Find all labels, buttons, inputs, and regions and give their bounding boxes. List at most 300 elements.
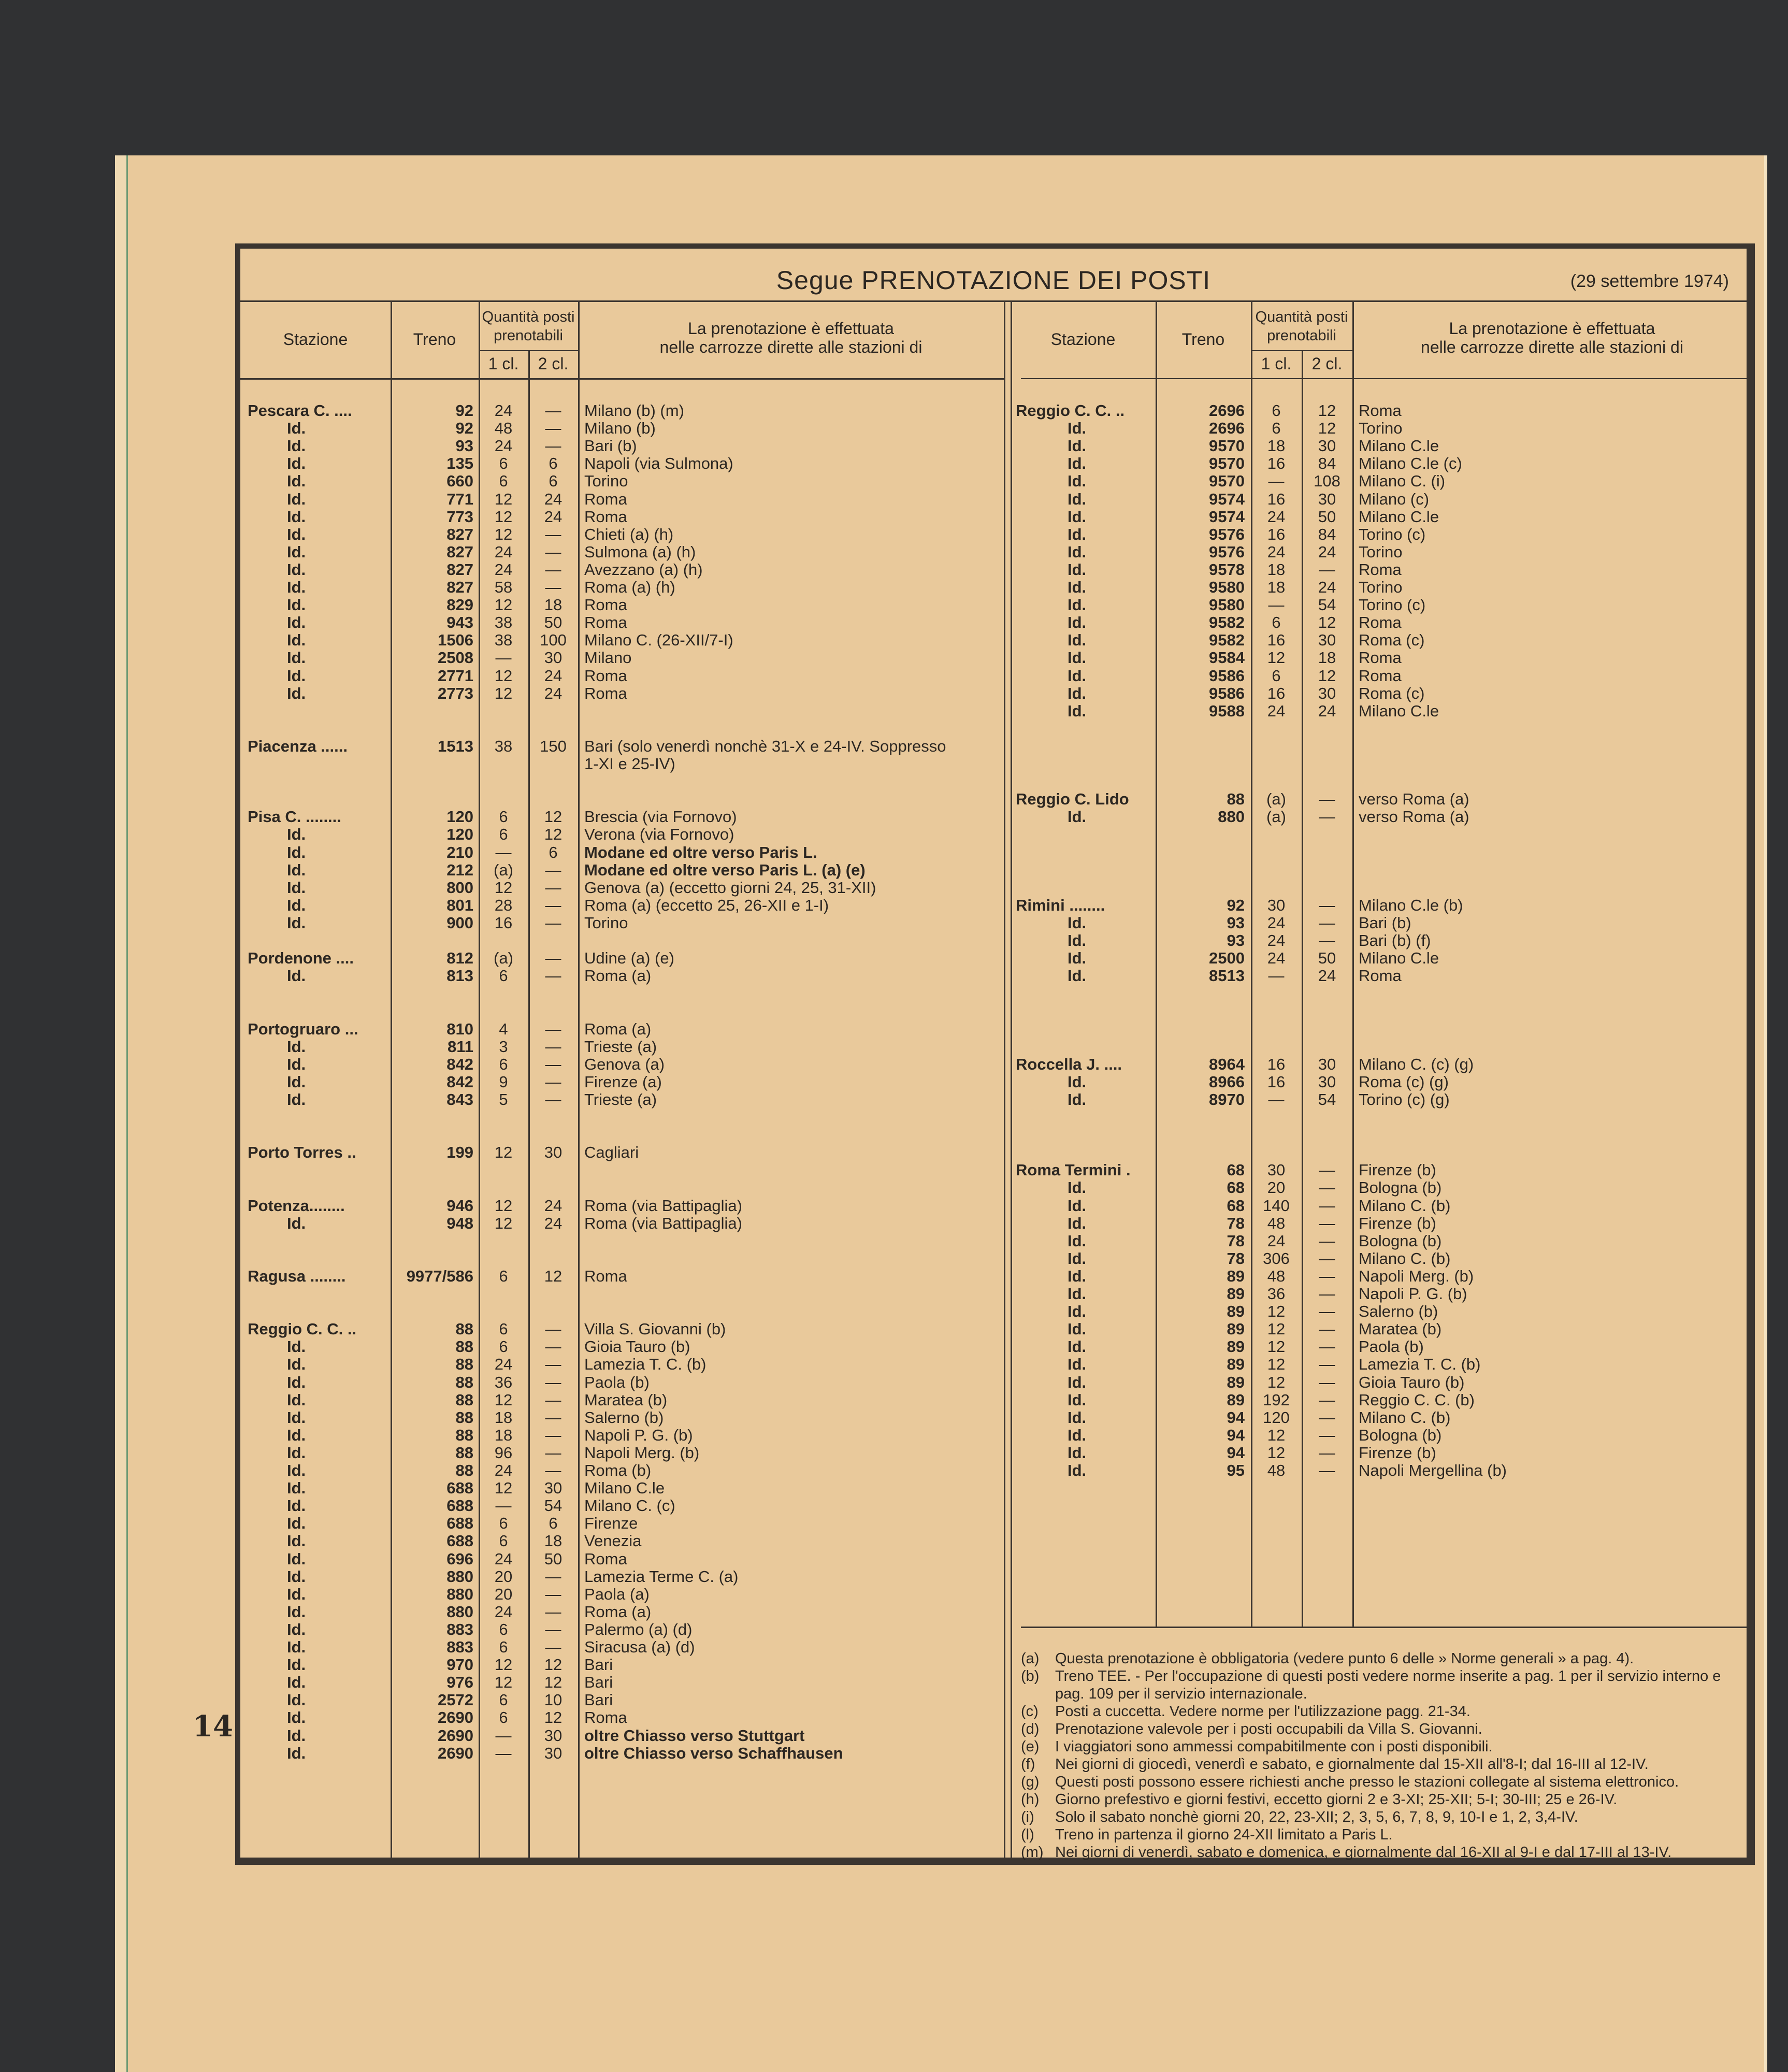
class2-seats-cell: 54 (1318, 596, 1336, 614)
destination-cell: Salerno (b) (1359, 1302, 1438, 1321)
destination-cell: Napoli Mergellina (b) (1359, 1461, 1507, 1479)
class1-seats-cell: 12 (1267, 1320, 1286, 1339)
class1-seats-cell: 6 (499, 808, 508, 826)
destination-cell: Bologna (b) (1359, 1231, 1442, 1250)
station-cell: Id. (287, 1055, 306, 1073)
station-cell: Id. (1068, 1090, 1087, 1109)
class2-seats-cell: 50 (544, 1549, 563, 1568)
destination-cell: verso Roma (a) (1359, 790, 1469, 809)
table-row (1011, 579, 1752, 596)
train-cell: 88 (455, 1320, 473, 1339)
station-cell: Id. (287, 1373, 306, 1391)
station-cell: Id. (1068, 649, 1087, 667)
train-cell: 89 (1227, 1302, 1245, 1321)
destination-cell: Milano C. (26-XII/7-I) (584, 631, 733, 650)
destination-cell: Villa S. Giovanni (b) (584, 1320, 726, 1339)
class1-seats-cell: 24 (494, 560, 513, 579)
destination-cell: Roma (1359, 560, 1402, 579)
class2-seats-cell: 30 (1318, 684, 1336, 702)
station-cell: Id. (1068, 1426, 1087, 1444)
table-row (240, 1038, 1004, 1056)
train-cell: 2690 (438, 1708, 473, 1727)
class1-seats-cell: 5 (499, 1090, 508, 1109)
train-cell: 92 (1227, 896, 1245, 914)
class1-seats-cell: 12 (494, 878, 513, 897)
destination-cell: Torino (584, 913, 628, 932)
station-cell: Id. (287, 1691, 306, 1709)
table-row (240, 1020, 1004, 1038)
train-cell: 78 (1227, 1214, 1245, 1232)
class1-seats-cell: 6 (499, 454, 508, 473)
class2-seats-cell: — (1319, 1461, 1335, 1479)
class1-seats-cell: 6 (499, 472, 508, 491)
destination-cell: oltre Chiasso verso Stuttgart (584, 1726, 805, 1745)
table-row (240, 897, 1004, 914)
table-row (240, 1427, 1004, 1444)
station-cell: Id. (1068, 1302, 1087, 1321)
right-header-divider (1021, 378, 1747, 379)
station-cell: Id. (287, 860, 306, 879)
table-row (1011, 1179, 1752, 1197)
footnote-key: (b) (1021, 1668, 1040, 1685)
station-cell: Id. (287, 1390, 306, 1409)
class1-seats-cell: 12 (494, 1673, 513, 1692)
class2-seats-cell: 30 (544, 1143, 563, 1162)
station-cell: Id. (287, 1602, 306, 1621)
destination-cell: Milano (584, 649, 632, 667)
class2-seats-cell: 12 (544, 808, 563, 826)
class2-seats-cell: 12 (544, 1267, 563, 1285)
table-row (1011, 702, 1752, 720)
train-cell: 9582 (1209, 613, 1245, 632)
station-cell: Id. (287, 472, 306, 491)
class1-seats-cell: — (495, 843, 512, 861)
table-row (1011, 543, 1752, 561)
class1-seats-cell: 4 (499, 1019, 508, 1038)
class1-seats-cell: 6 (499, 1514, 508, 1533)
class2-seats-cell: 6 (549, 472, 558, 491)
train-cell: 89 (1227, 1267, 1245, 1285)
station-cell: Id. (1068, 507, 1087, 526)
class1-seats-cell: 140 (1263, 1196, 1290, 1215)
train-cell: 827 (446, 542, 473, 561)
station-cell: Id. (287, 613, 306, 632)
class1-seats-cell: — (1268, 596, 1285, 614)
train-cell: 827 (446, 525, 473, 543)
table-row (240, 738, 1004, 755)
table-row (1011, 1409, 1752, 1427)
station-cell: Id. (1068, 454, 1087, 473)
table-row (1011, 1232, 1752, 1250)
destination-cell: Torino (584, 472, 628, 491)
station-cell: Id. (1068, 1461, 1087, 1479)
class2-seats-cell: 6 (549, 454, 558, 473)
train-cell: 827 (446, 578, 473, 596)
destination-cell: Maratea (b) (584, 1390, 668, 1409)
train-cell: 94 (1227, 1426, 1245, 1444)
destination-cell: verso Roma (a) (1359, 808, 1469, 826)
train-cell: 9570 (1209, 454, 1245, 473)
class2-seats-cell: — (1319, 1408, 1335, 1427)
train-cell: 842 (446, 1072, 473, 1091)
station-cell: Rimini ........ (1016, 896, 1105, 914)
footnote-key: (a) (1021, 1650, 1040, 1667)
station-cell: Id. (287, 1497, 306, 1515)
destination-cell: Milano C.le (584, 1479, 665, 1498)
train-cell: 1513 (438, 737, 473, 755)
train-cell: 827 (446, 560, 473, 579)
table-row (240, 685, 1004, 702)
destination-cell: Milano (b) (m) (584, 401, 684, 420)
table-row (1011, 1356, 1752, 1373)
destination-cell: Firenze (b) (1359, 1214, 1436, 1232)
train-cell: 68 (1227, 1161, 1245, 1179)
destination-cell: Milano C. (c) (g) (1359, 1055, 1474, 1073)
table-row (1011, 685, 1752, 702)
destination-cell: Milano (c) (1359, 490, 1430, 508)
class1-seats-cell: 24 (1267, 507, 1286, 526)
class2-seats-cell: 150 (540, 737, 567, 755)
class2-seats-cell: — (545, 437, 561, 455)
class2-seats-cell: — (1319, 1214, 1335, 1232)
class2-seats-cell: — (1319, 1196, 1335, 1215)
train-cell: 92 (455, 401, 473, 420)
footnote-text: Nei giorni di giocedì, venerdì e sabato, e giornalmente dal 15-XII all'8-I; dal 16-III al 12-IV. (1055, 1756, 1649, 1773)
col-dest-header-1: La prenotazione è effettuata (688, 319, 894, 338)
destination-cell: Roma (c) (g) (1359, 1072, 1449, 1091)
destination-cell: Milano C.le (1359, 701, 1439, 720)
table-row (240, 861, 1004, 879)
station-cell: Reggio C. C. .. (1016, 401, 1125, 420)
class2-seats-cell: 54 (1318, 1090, 1336, 1109)
station-cell: Id. (287, 1479, 306, 1498)
class1-seats-cell: 3 (499, 1037, 508, 1056)
train-cell: 2771 (438, 666, 473, 685)
footnote-text: Giorno prefestivo e giorni festivi, eccetto giorni 2 e 3-XI; 25-XII; 5-I; 30-III; 25 e 26-IV. (1055, 1791, 1618, 1808)
table-row (1011, 1303, 1752, 1320)
footnote-key: (m) (1021, 1844, 1044, 1861)
class2-seats-cell: — (1319, 560, 1335, 579)
station-cell: Id. (1068, 1355, 1087, 1374)
class2-seats-cell: — (1319, 1320, 1335, 1339)
destination-cell: Paola (b) (584, 1373, 650, 1391)
station-cell: Id. (1068, 596, 1087, 614)
class2-seats-cell: — (1319, 1426, 1335, 1444)
train-cell: 89 (1227, 1285, 1245, 1303)
destination-cell: Roma (584, 1708, 627, 1727)
train-cell: 94 (1227, 1408, 1245, 1427)
train-cell: 843 (446, 1090, 473, 1109)
destination-cell: Napoli Merg. (b) (1359, 1267, 1474, 1285)
footnote-text: Posti a cuccetta. Vedere norme per l'utilizzazione pagg. 21-34. (1055, 1703, 1470, 1720)
train-cell: 688 (446, 1497, 473, 1515)
class2-seats-cell: — (545, 860, 561, 879)
table-row (240, 649, 1004, 667)
train-cell: 880 (446, 1602, 473, 1621)
destination-cell: Roma (584, 684, 627, 702)
table-row (240, 1515, 1004, 1532)
class2-seats-cell: 100 (540, 631, 567, 650)
station-cell: Porto Torres .. (248, 1143, 356, 1162)
train-cell: 800 (446, 878, 473, 897)
station-cell: Id. (287, 1673, 306, 1692)
class1-seats-cell: 24 (1267, 913, 1286, 932)
destination-cell: Cagliari (584, 1143, 639, 1162)
destination-cell: Siracusa (a) (d) (584, 1638, 695, 1656)
table-row (1011, 508, 1752, 526)
station-cell: Id. (287, 490, 306, 508)
destination-cell: Milano C. (b) (1359, 1249, 1451, 1268)
class1-seats-cell: — (495, 1726, 512, 1745)
class2-seats-cell: 50 (1318, 949, 1336, 968)
class1-seats-cell: 36 (494, 1373, 513, 1391)
class2-seats-cell: — (545, 560, 561, 579)
train-cell: 696 (446, 1549, 473, 1568)
destination-cell: Avezzano (a) (h) (584, 560, 703, 579)
class1-seats-cell: 12 (494, 490, 513, 508)
destination-cell: Napoli P. G. (b) (584, 1426, 693, 1444)
table-row (240, 1497, 1004, 1515)
train-cell: 946 (446, 1196, 473, 1215)
station-cell: Reggio C. Lido (1016, 790, 1129, 809)
table-row (1011, 420, 1752, 437)
footnote (1021, 1844, 1747, 1861)
table-row (240, 1656, 1004, 1674)
table-row (240, 491, 1004, 508)
train-cell: 900 (446, 913, 473, 932)
train-cell: 9574 (1209, 507, 1245, 526)
station-cell: Id. (287, 1461, 306, 1479)
table-row (1011, 526, 1752, 543)
class2-seats-cell: 6 (549, 1514, 558, 1533)
table-row (240, 614, 1004, 631)
table-row (1011, 897, 1752, 914)
table-row (240, 1621, 1004, 1638)
class2-seats-cell: — (1319, 1231, 1335, 1250)
footnote-text: Treno TEE. - Per l'occupazione di questi posti vedere norme inserite a pag. 1 per il servizio interno e pag. 109 per il servizio internazionale. (1055, 1668, 1721, 1702)
station-cell: Id. (287, 1726, 306, 1745)
destination-cell: Milano C. (i) (1359, 472, 1446, 491)
class2-seats-cell: 24 (544, 1214, 563, 1232)
train-cell: 9578 (1209, 560, 1245, 579)
class2-seats-cell: 12 (544, 825, 563, 844)
destination-cell: Genova (a) (eccetto giorni 24, 25, 31-XII) (584, 878, 876, 897)
class1-seats-cell: (a) (494, 949, 513, 968)
class1-seats-cell: 12 (1267, 1302, 1286, 1321)
table-row (240, 808, 1004, 826)
train-cell: 970 (446, 1656, 473, 1674)
class1-seats-cell: 12 (494, 1196, 513, 1215)
table-row (240, 1338, 1004, 1356)
table-row (1011, 1056, 1752, 1073)
destination-cell: Roma (584, 507, 627, 526)
footnote-key: (l) (1021, 1826, 1034, 1843)
class2-seats-cell: — (545, 878, 561, 897)
class2-seats-cell: — (545, 578, 561, 596)
class2-seats-cell: — (545, 1620, 561, 1638)
train-cell: 93 (1227, 913, 1245, 932)
class1-seats-cell: 6 (1272, 666, 1281, 685)
train-cell: 880 (446, 1585, 473, 1603)
class1-seats-cell: 12 (1267, 1337, 1286, 1356)
footnote (1021, 1756, 1747, 1773)
footnote-text: Questi posti possono essere richiesti anche presso le stazioni collegate al sistema elettronico. (1055, 1774, 1679, 1790)
destination-cell: Roma (1359, 666, 1402, 685)
train-cell: 801 (446, 896, 473, 914)
class1-seats-cell: 12 (1267, 1373, 1286, 1391)
station-cell: Id. (287, 1443, 306, 1462)
table-row (1011, 1462, 1752, 1479)
class2-seats-cell: 6 (549, 843, 558, 861)
class1-seats-cell: 24 (1267, 1231, 1286, 1250)
table-row (240, 1479, 1004, 1497)
table-row (1011, 1161, 1752, 1179)
class1-seats-cell: 12 (494, 666, 513, 685)
footnote-key: (h) (1021, 1791, 1040, 1808)
table-row (1011, 967, 1752, 985)
class2-seats-cell: — (1319, 1337, 1335, 1356)
destination-cell: Roma (a) (h) (584, 578, 675, 596)
train-cell: 120 (446, 825, 473, 844)
table-row (240, 543, 1004, 561)
class2-seats-cell: 84 (1318, 454, 1336, 473)
table-row (1011, 1250, 1752, 1268)
class1-seats-cell: 16 (1267, 525, 1286, 543)
class1-seats-cell: 58 (494, 578, 513, 596)
station-cell: Id. (1068, 913, 1087, 932)
station-cell: Id. (287, 1426, 306, 1444)
class2-seats-cell: — (545, 1373, 561, 1391)
class1-seats-cell: 30 (1267, 896, 1286, 914)
class2-seats-cell: — (545, 1408, 561, 1427)
class1-seats-cell: 12 (1267, 1426, 1286, 1444)
train-cell: 9570 (1209, 472, 1245, 491)
destination-cell: Venezia (584, 1532, 642, 1550)
destination-cell: Roma (via Battipaglia) (584, 1214, 742, 1232)
class1-seats-cell: 16 (1267, 1072, 1286, 1091)
station-cell: Id. (1068, 490, 1087, 508)
class1-seats-cell: 18 (494, 1408, 513, 1427)
station-cell: Id. (287, 525, 306, 543)
station-cell: Piacenza ...... (248, 737, 348, 755)
destination-cell: Torino (c) (g) (1359, 1090, 1450, 1109)
class1-seats-cell: 6 (499, 1320, 508, 1339)
table-row (1011, 1427, 1752, 1444)
class1-seats-cell: 30 (1267, 1161, 1286, 1179)
station-cell: Id. (287, 1514, 306, 1533)
class2-seats-cell: 18 (544, 1532, 563, 1550)
class2-seats-cell: 30 (1318, 490, 1336, 508)
station-cell: Id. (287, 1549, 306, 1568)
class1-seats-cell: 6 (499, 1532, 508, 1550)
station-cell: Id. (287, 1567, 306, 1586)
train-cell: 2690 (438, 1744, 473, 1762)
table-row (240, 1374, 1004, 1391)
destination-cell: Roma (a) (eccetto 25, 26-XII e 1-I) (584, 896, 829, 914)
class1-seats-cell: 306 (1263, 1249, 1290, 1268)
class1-seats-cell: 28 (494, 896, 513, 914)
station-cell: Id. (287, 666, 306, 685)
class1-seats-cell: 12 (494, 596, 513, 614)
table-row (240, 579, 1004, 596)
class2-seats-cell: — (1319, 1249, 1335, 1268)
train-cell: 2696 (1209, 419, 1245, 438)
station-cell: Id. (287, 1355, 306, 1374)
class2-seats-cell: 50 (1318, 507, 1336, 526)
train-cell: 9977/586 (406, 1267, 473, 1285)
class1-seats-cell: 18 (1267, 560, 1286, 579)
class1-seats-cell: 12 (494, 1656, 513, 1674)
table-row (240, 1197, 1004, 1215)
table-row (240, 420, 1004, 437)
train-cell: 78 (1227, 1231, 1245, 1250)
destination-cell: Trieste (a) (584, 1090, 657, 1109)
station-cell: Id. (1068, 1373, 1087, 1391)
class1-seats-cell: 6 (499, 1638, 508, 1656)
station-cell: Id. (287, 1638, 306, 1656)
class2-seats-cell: — (545, 542, 561, 561)
station-cell: Id. (1068, 542, 1087, 561)
destination-cell: Milano C.le (b) (1359, 896, 1463, 914)
destination-cell: Roma (584, 1267, 627, 1285)
class2-seats-cell: — (1319, 790, 1335, 809)
col-class2-header: 2 cl. (538, 354, 569, 373)
table-row (1011, 914, 1752, 932)
class2-seats-cell: 24 (1318, 578, 1336, 596)
train-cell: 88 (455, 1426, 473, 1444)
timetable-frame (235, 243, 1755, 1865)
train-cell: 883 (446, 1620, 473, 1638)
train-cell: 88 (455, 1390, 473, 1409)
footnote (1021, 1738, 1747, 1756)
station-cell: Roccella J. .... (1016, 1055, 1122, 1073)
destination-cell: Torino (1359, 578, 1403, 596)
col-train-header: Treno (1181, 330, 1225, 349)
destination-cell: Maratea (b) (1359, 1320, 1442, 1339)
station-cell: Id. (287, 578, 306, 596)
class2-seats-cell: — (1319, 1285, 1335, 1303)
destination-cell: Roma (584, 490, 627, 508)
station-cell: Id. (287, 1408, 306, 1427)
class2-seats-cell: 24 (544, 1196, 563, 1215)
train-cell: 8513 (1209, 967, 1245, 985)
table-row (1011, 1444, 1752, 1462)
class2-seats-cell: 24 (544, 490, 563, 508)
table-row (240, 1568, 1004, 1586)
class1-seats-cell: 16 (1267, 1055, 1286, 1073)
table-row (1011, 561, 1752, 579)
class2-seats-cell: — (545, 1090, 561, 1109)
destination-cell: 1-XI e 25-IV) (584, 755, 675, 773)
destination-cell: Milano C.le (1359, 437, 1439, 455)
class1-seats-cell: 24 (494, 1602, 513, 1621)
table-row (1011, 1391, 1752, 1409)
class1-seats-cell: 6 (499, 1267, 508, 1285)
class2-seats-cell: — (1319, 1302, 1335, 1321)
destination-cell: Salerno (b) (584, 1408, 664, 1427)
train-cell: 976 (446, 1673, 473, 1692)
station-cell: Pordenone .... (248, 949, 354, 968)
train-cell: 948 (446, 1214, 473, 1232)
class2-seats-cell: — (545, 913, 561, 932)
class2-seats-cell: — (545, 1638, 561, 1656)
class2-seats-cell: 24 (1318, 542, 1336, 561)
class2-seats-cell: 12 (544, 1708, 563, 1727)
footnote-key: (g) (1021, 1774, 1040, 1790)
destination-cell: Bari (b) (f) (1359, 931, 1431, 949)
class1-seats-cell: 6 (1272, 419, 1281, 438)
class2-seats-cell: — (1319, 1373, 1335, 1391)
